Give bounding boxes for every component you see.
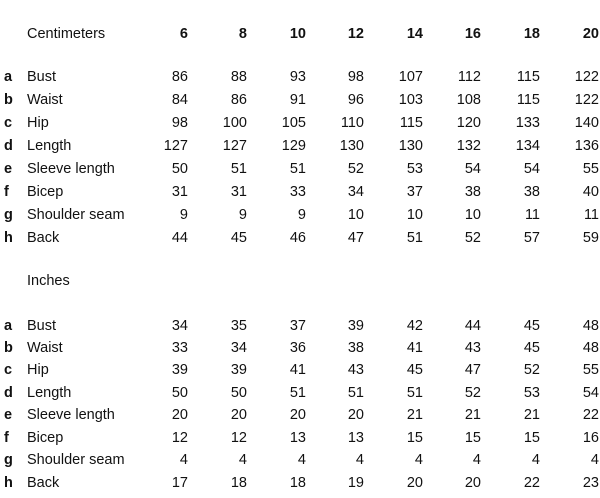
cm-row-bicep bbox=[0, 181, 600, 203]
row-label: Bust bbox=[27, 69, 57, 85]
row-label: Waist bbox=[27, 340, 63, 356]
cm-row-length bbox=[0, 135, 600, 157]
value-cell: 10 bbox=[464, 207, 481, 223]
value-cell: 4 bbox=[414, 452, 423, 468]
value-cell: 20 bbox=[230, 407, 247, 423]
value-cell: 46 bbox=[289, 230, 306, 246]
row-label: Sleeve length bbox=[27, 407, 115, 423]
value-cell: 115 bbox=[516, 69, 540, 85]
value-cell: 31 bbox=[230, 184, 247, 200]
value-cell: 21 bbox=[464, 407, 481, 423]
value-cell: 51 bbox=[406, 385, 423, 401]
value-cell: 17 bbox=[171, 475, 188, 491]
value-cell: 15 bbox=[523, 430, 540, 446]
value-cell: 34 bbox=[347, 184, 364, 200]
value-cell: 4 bbox=[472, 452, 481, 468]
value-cell: 48 bbox=[582, 318, 599, 334]
value-cell: 9 bbox=[179, 207, 188, 223]
value-cell: 9 bbox=[297, 207, 306, 223]
value-cell: 20 bbox=[347, 407, 364, 423]
value-cell: 16 bbox=[582, 430, 599, 446]
in-row-bicep bbox=[0, 427, 600, 449]
value-cell: 51 bbox=[347, 385, 364, 401]
row-letter: b bbox=[4, 92, 13, 108]
in-row-hip bbox=[0, 359, 600, 381]
cm-row-back bbox=[0, 227, 600, 249]
value-cell: 42 bbox=[406, 318, 423, 334]
value-cell: 11 bbox=[524, 207, 540, 223]
cm-row-bust bbox=[0, 66, 600, 88]
row-label: Waist bbox=[27, 92, 63, 108]
value-cell: 86 bbox=[171, 69, 188, 85]
row-label: Length bbox=[27, 385, 72, 401]
row-letter: c bbox=[4, 362, 13, 378]
value-cell: 122 bbox=[574, 92, 599, 108]
in-row-waist bbox=[0, 337, 600, 359]
value-cell: 127 bbox=[163, 138, 188, 154]
value-cell: 13 bbox=[289, 430, 306, 446]
value-cell: 39 bbox=[347, 318, 364, 334]
row-label: Hip bbox=[27, 362, 49, 378]
size-header: 6 bbox=[179, 26, 188, 42]
in-row-bust bbox=[0, 315, 600, 337]
value-cell: 15 bbox=[464, 430, 481, 446]
value-cell: 107 bbox=[398, 69, 423, 85]
value-cell: 37 bbox=[406, 184, 423, 200]
value-cell: 50 bbox=[171, 385, 188, 401]
row-label: Shoulder seam bbox=[27, 452, 125, 468]
value-cell: 11 bbox=[583, 207, 599, 223]
value-cell: 4 bbox=[297, 452, 306, 468]
value-cell: 120 bbox=[456, 115, 481, 131]
value-cell: 112 bbox=[457, 69, 481, 85]
size-header: 18 bbox=[523, 26, 540, 42]
value-cell: 31 bbox=[171, 184, 188, 200]
row-letter: d bbox=[4, 138, 13, 154]
value-cell: 44 bbox=[171, 230, 188, 246]
value-cell: 129 bbox=[281, 138, 306, 154]
value-cell: 20 bbox=[171, 407, 188, 423]
value-cell: 122 bbox=[574, 69, 599, 85]
value-cell: 41 bbox=[289, 362, 306, 378]
row-letter: f bbox=[4, 430, 9, 446]
value-cell: 20 bbox=[406, 475, 423, 491]
cm-section-title: Centimeters bbox=[27, 26, 106, 42]
row-label: Bicep bbox=[27, 184, 64, 200]
value-cell: 140 bbox=[574, 115, 599, 131]
row-label: Length bbox=[27, 138, 72, 154]
row-label: Back bbox=[27, 475, 60, 491]
value-cell: 13 bbox=[347, 430, 364, 446]
size-header: 10 bbox=[289, 26, 306, 42]
size-header: 8 bbox=[238, 26, 247, 42]
value-cell: 96 bbox=[347, 92, 364, 108]
value-cell: 136 bbox=[574, 138, 599, 154]
value-cell: 59 bbox=[582, 230, 599, 246]
in-row-length bbox=[0, 382, 600, 404]
row-label: Back bbox=[27, 230, 60, 246]
value-cell: 47 bbox=[464, 362, 481, 378]
row-label: Hip bbox=[27, 115, 49, 131]
size-header: 12 bbox=[347, 26, 364, 42]
value-cell: 45 bbox=[523, 340, 540, 356]
value-cell: 40 bbox=[582, 184, 599, 200]
value-cell: 12 bbox=[230, 430, 247, 446]
cm-header-row bbox=[0, 23, 600, 45]
value-cell: 4 bbox=[355, 452, 364, 468]
value-cell: 50 bbox=[171, 161, 188, 177]
value-cell: 43 bbox=[464, 340, 481, 356]
in-section-title: Inches bbox=[27, 273, 70, 289]
size-header: 16 bbox=[464, 26, 481, 42]
value-cell: 127 bbox=[222, 138, 247, 154]
value-cell: 115 bbox=[516, 92, 540, 108]
value-cell: 4 bbox=[531, 452, 540, 468]
value-cell: 133 bbox=[515, 115, 540, 131]
row-letter: h bbox=[4, 475, 13, 491]
value-cell: 88 bbox=[230, 69, 247, 85]
value-cell: 98 bbox=[171, 115, 188, 131]
value-cell: 34 bbox=[171, 318, 188, 334]
value-cell: 115 bbox=[399, 115, 423, 131]
row-label: Bust bbox=[27, 318, 57, 334]
value-cell: 12 bbox=[171, 430, 188, 446]
value-cell: 43 bbox=[347, 362, 364, 378]
value-cell: 4 bbox=[179, 452, 188, 468]
cm-row-sleeve-length bbox=[0, 158, 600, 180]
value-cell: 37 bbox=[289, 318, 306, 334]
value-cell: 45 bbox=[230, 230, 247, 246]
value-cell: 52 bbox=[464, 230, 481, 246]
value-cell: 51 bbox=[230, 161, 247, 177]
value-cell: 21 bbox=[406, 407, 423, 423]
value-cell: 19 bbox=[347, 475, 364, 491]
value-cell: 44 bbox=[464, 318, 481, 334]
value-cell: 23 bbox=[582, 475, 599, 491]
value-cell: 93 bbox=[289, 69, 306, 85]
value-cell: 86 bbox=[230, 92, 247, 108]
value-cell: 38 bbox=[523, 184, 540, 200]
value-cell: 39 bbox=[230, 362, 247, 378]
value-cell: 22 bbox=[582, 407, 599, 423]
value-cell: 21 bbox=[523, 407, 540, 423]
row-label: Bicep bbox=[27, 430, 64, 446]
value-cell: 34 bbox=[230, 340, 247, 356]
in-row-back bbox=[0, 472, 600, 494]
value-cell: 57 bbox=[523, 230, 540, 246]
value-cell: 54 bbox=[523, 161, 540, 177]
value-cell: 39 bbox=[171, 362, 188, 378]
value-cell: 55 bbox=[582, 362, 599, 378]
value-cell: 84 bbox=[171, 92, 188, 108]
value-cell: 53 bbox=[406, 161, 423, 177]
value-cell: 51 bbox=[406, 230, 423, 246]
row-letter: h bbox=[4, 230, 13, 246]
value-cell: 52 bbox=[464, 385, 481, 401]
value-cell: 51 bbox=[289, 385, 306, 401]
value-cell: 10 bbox=[347, 207, 364, 223]
value-cell: 41 bbox=[406, 340, 423, 356]
value-cell: 47 bbox=[347, 230, 364, 246]
value-cell: 52 bbox=[523, 362, 540, 378]
in-row-sleeve-length bbox=[0, 404, 600, 426]
value-cell: 35 bbox=[230, 318, 247, 334]
value-cell: 4 bbox=[590, 452, 599, 468]
value-cell: 50 bbox=[230, 385, 247, 401]
in-row-shoulder-seam bbox=[0, 449, 600, 471]
value-cell: 9 bbox=[238, 207, 247, 223]
cm-row-shoulder-seam bbox=[0, 204, 600, 226]
value-cell: 51 bbox=[289, 161, 306, 177]
size-header: 14 bbox=[406, 26, 423, 42]
value-cell: 18 bbox=[289, 475, 306, 491]
value-cell: 18 bbox=[230, 475, 247, 491]
row-letter: e bbox=[4, 161, 13, 177]
value-cell: 10 bbox=[406, 207, 423, 223]
row-letter: c bbox=[4, 115, 13, 131]
row-letter: b bbox=[4, 340, 13, 356]
in-header-row bbox=[0, 270, 600, 292]
value-cell: 4 bbox=[238, 452, 247, 468]
value-cell: 100 bbox=[222, 115, 247, 131]
value-cell: 33 bbox=[171, 340, 188, 356]
row-letter: d bbox=[4, 385, 13, 401]
value-cell: 52 bbox=[347, 161, 364, 177]
value-cell: 110 bbox=[340, 115, 364, 131]
value-cell: 91 bbox=[289, 92, 306, 108]
value-cell: 45 bbox=[523, 318, 540, 334]
value-cell: 20 bbox=[464, 475, 481, 491]
row-letter: a bbox=[4, 318, 13, 334]
value-cell: 105 bbox=[281, 115, 306, 131]
value-cell: 54 bbox=[582, 385, 599, 401]
value-cell: 132 bbox=[456, 138, 481, 154]
value-cell: 20 bbox=[289, 407, 306, 423]
value-cell: 54 bbox=[464, 161, 481, 177]
value-cell: 130 bbox=[398, 138, 423, 154]
row-letter: g bbox=[4, 452, 13, 468]
value-cell: 53 bbox=[523, 385, 540, 401]
value-cell: 48 bbox=[582, 340, 599, 356]
row-label: Sleeve length bbox=[27, 161, 115, 177]
value-cell: 98 bbox=[347, 69, 364, 85]
value-cell: 22 bbox=[523, 475, 540, 491]
cm-row-waist bbox=[0, 89, 600, 111]
value-cell: 38 bbox=[464, 184, 481, 200]
value-cell: 45 bbox=[406, 362, 423, 378]
row-letter: a bbox=[4, 69, 13, 85]
row-label: Shoulder seam bbox=[27, 207, 125, 223]
row-letter: e bbox=[4, 407, 13, 423]
value-cell: 103 bbox=[398, 92, 423, 108]
row-letter: f bbox=[4, 184, 9, 200]
row-letter: g bbox=[4, 207, 13, 223]
value-cell: 38 bbox=[347, 340, 364, 356]
value-cell: 36 bbox=[289, 340, 306, 356]
value-cell: 15 bbox=[406, 430, 423, 446]
value-cell: 130 bbox=[339, 138, 364, 154]
value-cell: 134 bbox=[515, 138, 540, 154]
value-cell: 108 bbox=[456, 92, 481, 108]
cm-row-hip bbox=[0, 112, 600, 134]
value-cell: 55 bbox=[582, 161, 599, 177]
value-cell: 33 bbox=[289, 184, 306, 200]
size-header: 20 bbox=[582, 26, 599, 42]
